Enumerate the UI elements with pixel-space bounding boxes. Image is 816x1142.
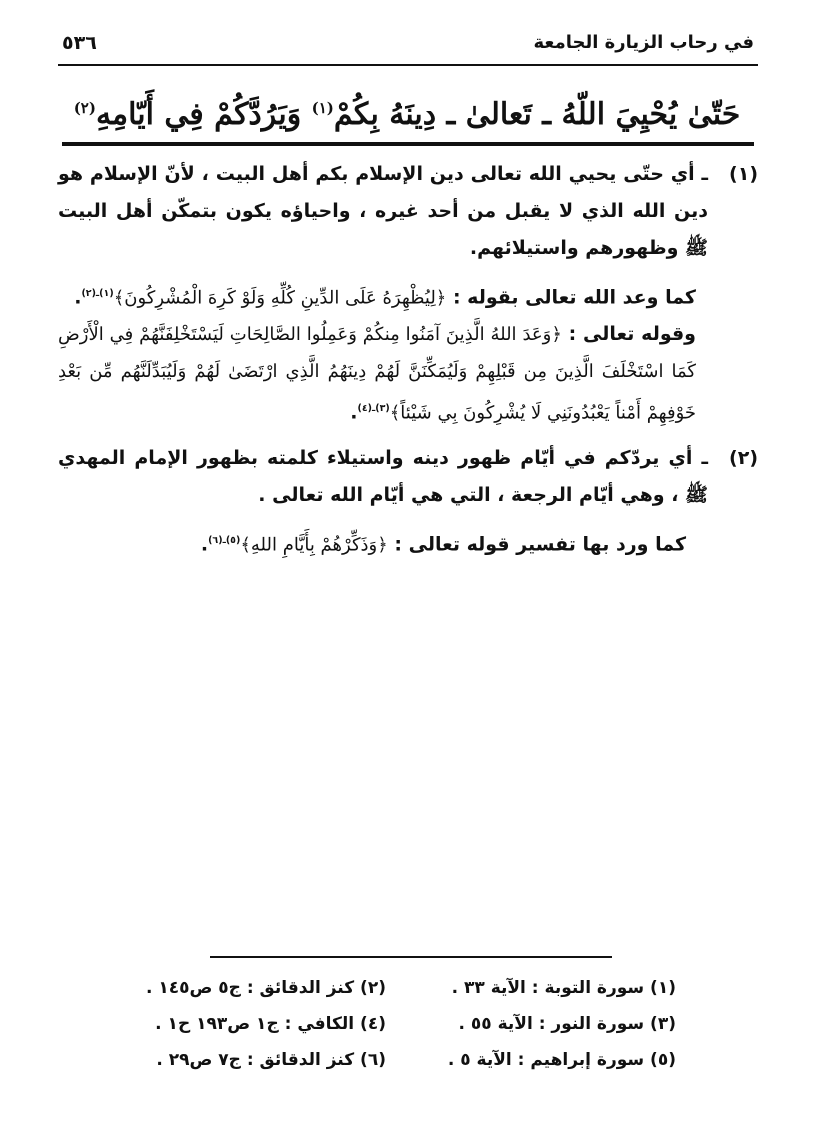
main-text-part-2: وَيَرُدَّكُمْ فِي أَيّامِهِ (95, 97, 312, 132)
footnote-row (120, 1050, 676, 1086)
commentary-sub-3: كما ورد بها تفسير قوله تعالى : ﴿وَذَكِّرْهُمْ بِأَيَّامِ اللهِ﴾$^{(٥)ـ(٦)}$. (200, 532, 686, 555)
main-text-part-1: حَتّىٰ يُحْيِيَ اللّهُ ـ تَعالىٰ ـ دِينَهُ بِكُمْ (333, 97, 741, 132)
sub-intro: كما ورد بها تفسير قوله تعالى : (387, 532, 686, 555)
commentary (58, 156, 758, 563)
commentary-note-2 (58, 440, 758, 514)
verse-refs: (٥)ـ(٦) (208, 534, 241, 546)
footnotes (120, 978, 676, 1086)
quran-verse: ﴿وَعَدَ اللهُ الَّذِينَ آمَنُوا مِنكُمْ وَعَمِلُوا الصَّالِحَاتِ لَيَسْتَخْلِفَنَّهُمْ فِي الْأَرْضِ كَمَا اسْتَخْلَفَ الَّذِينَ مِن قَبْلِهِمْ وَلَيُمَكِّنَنَّ لَهُمْ دِينَهُمُ الَّذِي ارْتَضَىٰ لَهُمْ وَلَيُبَدِّلَنَّهُم مِّن بَعْدِ خَوْفِهِمْ أَمْناً يَعْبُدُونَنِي لَا يُشْرِكُونَ بِي شَيْئاً﴾ (58, 324, 696, 424)
footnote: (٤) الكافي : ج١ ص١٩٣ ح١ . (155, 1014, 386, 1034)
verse-refs: (٣)ـ(٤) (357, 403, 390, 415)
note-text: ـ أي يردّكم في أيّام ظهور دينه واستيلاء كلمته بظهور الإمام المهدي ﷺ ، وهي أيّام الرجعة ، التي هي أيّام الله تعالى . (58, 446, 708, 506)
note-text: ـ أي حتّى يحيي الله تعالى دين الإسلام بكم أهل البيت ، لأنّ الإسلام هو دين الله الذي لا يقبل من أحد غيره ، واحياؤه يكون بتمكّن أهل البيت ﷺ وظهورهم واستيلائهم. (58, 163, 708, 259)
main-text-ref-2: (٢) (73, 99, 96, 117)
footnote-row (120, 978, 676, 1014)
footnote: (٢) كنز الدقائق : ج٥ ص١٤٥ . (145, 978, 386, 998)
commentary-sub-2: وقوله تعالى : ﴿وَعَدَ اللهُ الَّذِينَ آمَنُوا مِنكُمْ وَعَمِلُوا الصَّالِحَاتِ لَيَسْتَخْلِفَنَّهُمْ فِي الْأَرْضِ كَمَا اسْتَخْلَفَ الَّذِينَ مِن قَبْلِهِمْ وَلَيُمَكِّنَنَّ لَهُمْ دِينَهُمُ الَّذِي ارْتَضَىٰ لَهُمْ وَلَيُبَدِّلَنَّهُم مِّن بَعْدِ خَوْفِهِمْ أَمْناً يَعْبُدُونَنِي لَا يُشْرِكُونَ بِي شَيْئاً﴾$^{(٣)ـ(٤)}$. (58, 323, 696, 424)
footnote-row (120, 1014, 676, 1050)
footnote: (٣) سورة النور : الآية ٥٥ . (458, 1014, 676, 1034)
verse-refs: (١)ـ(٢) (81, 288, 114, 299)
footnote: (١) سورة التوبة : الآية ٣٣ . (451, 978, 676, 998)
main-text-divider (62, 142, 754, 146)
page-header (62, 30, 754, 64)
note-number: (٢) (729, 446, 758, 469)
quran-verse: ﴿لِيُظْهِرَهُ عَلَى الدِّينِ كُلِّهِ وَلَوْ كَرِهَ الْمُشْرِكُونَ﴾ (113, 287, 447, 309)
footnote: (٥) سورة إبراهيم : الآية ٥ . (447, 1050, 676, 1070)
footnote: (٦) كنز الدقائق : ج٧ ص٢٩ . (156, 1050, 386, 1070)
running-title: في رحاب الزيارة الجامعة (533, 32, 754, 53)
header-divider (58, 64, 758, 66)
main-text-ref-1: (١) (311, 99, 334, 117)
footnote-divider (210, 956, 612, 958)
page-number: ٥٣٦ (62, 32, 97, 54)
note-number: (١) (729, 163, 758, 185)
sub-intro: كما وعد الله تعالى بقوله : (446, 286, 696, 309)
commentary-note-1 (58, 156, 758, 267)
zyarah-main-text (60, 80, 754, 136)
quran-verse: ﴿وَذَكِّرْهُمْ بِأَيَّامِ اللهِ﴾ (240, 533, 388, 555)
commentary-sub-1: كما وعد الله تعالى بقوله : ﴿لِيُظْهِرَهُ عَلَى الدِّينِ كُلِّهِ وَلَوْ كَرِهَ الْمُشْرِكُونَ﴾$^{(١)ـ(٢)}$. (74, 286, 696, 309)
sub-intro: وقوله تعالى : (561, 323, 696, 346)
